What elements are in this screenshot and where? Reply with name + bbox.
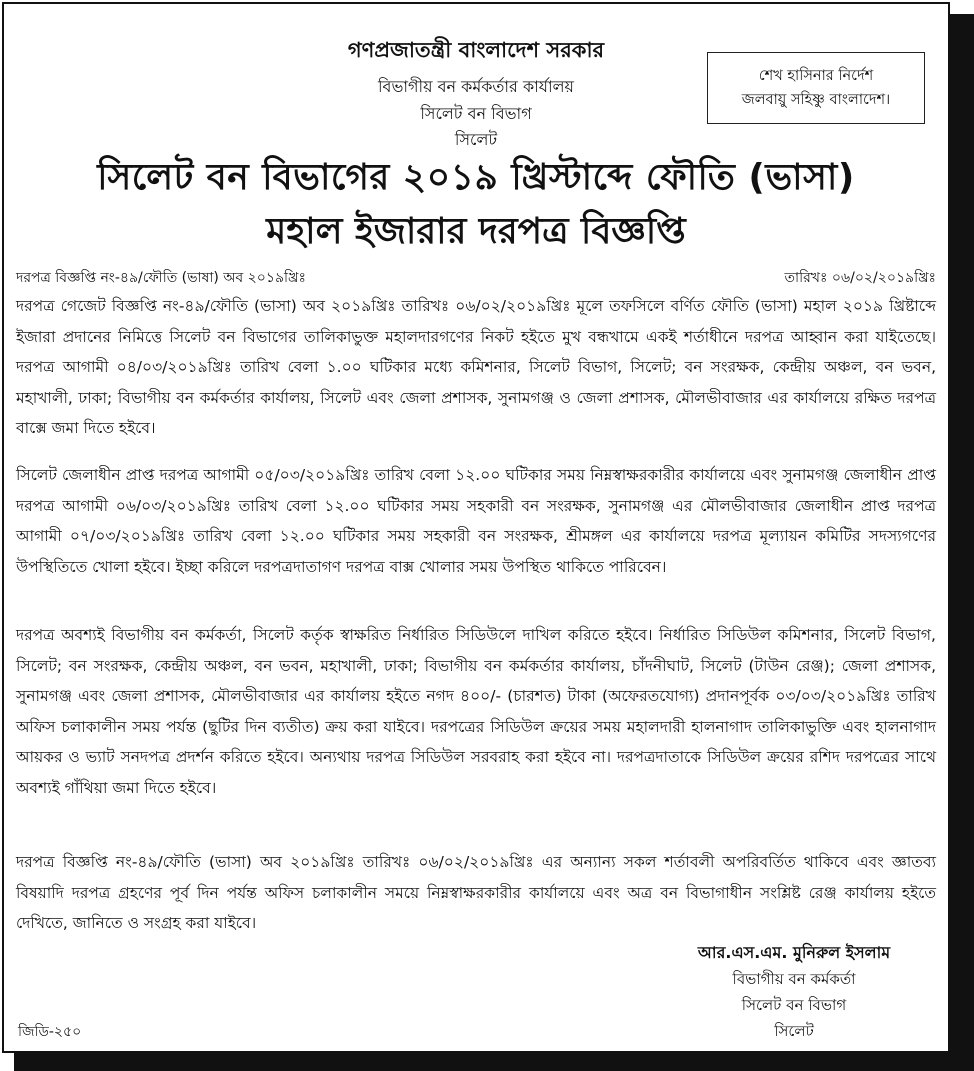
notice-number: দরপত্র বিজ্ঞপ্তি নং-৪৯/ফৌতি (ভাষা) অব ২০১৯খ্রিঃ bbox=[16, 270, 306, 286]
government-heading: গণপ্রজাতন্ত্রী বাংলাদেশ সরকার bbox=[347, 38, 605, 62]
paragraph-opening: সিলেট জেলাধীন প্রাপ্ত দরপত্র আগামী ০৫/০৩/২০১৯খ্রিঃ তারিখ বেলা ১২.০০ ঘটিকার সময় নিম্নস্বাক্ষরকারীর কার্যালয়ে এবং সুনামগঞ্জ জেলাধীন প্রাপ্ত দরপত্র আগামী ০৬/০৩/২০১৯খ্রিঃ তারিখ বেলা ১২.০০ ঘটিকার সময় সহকারী বন সংরক্ষক, সুনামগঞ্জ এর মৌলভীবাজার জেলাধীন প্রাপ্ত দরপত্র আগামী ০৭/০৩/২০১৯খ্রিঃ তারিখ বেলা ১২.০০ ঘটিকার সময় সহকারী বন সংরক্ষক, শ্রীমঙ্গল এর কার্যালয়ে দরপত্র মূল্যায়ন কমিটির সদস্যগণের উপস্থিতিতে খোলা হইবে। ইচ্ছা করিলে দরপত্রদাতাগণ দরপত্র বাক্স খোলার সময় উপস্থিত থাকিতে পারিবেন। bbox=[16, 466, 936, 576]
frame-shadow-right bbox=[948, 14, 974, 1071]
gd-number: জিডি-২৫০ bbox=[18, 1024, 82, 1040]
notice-date: তারিখঃ ০৬/০২/২০১৯খ্রিঃ bbox=[784, 270, 936, 286]
slogan-line-2: জলবায়ু সহিষ্ণু বাংলাদেশ। bbox=[741, 92, 891, 108]
paragraph-schedule: দরপত্র অবশ্যই বিভাগীয় বন কর্মকর্তা, সিলেট কর্তৃক স্বাক্ষরিত নির্ধারিত সিডিউলে দাখিল করিতে হইবে। নির্ধারিত সিডিউল কমিশনার, সিলেট বিভাগ, সিলেট; বন সংরক্ষক, কেন্দ্রীয় অঞ্চল, বন ভবন, মহাখালী, ঢাকা; বিভাগীয় বন কর্মকর্তার কার্যালয়, চাঁদনীঘাট, সিলেট (টাউন রেঞ্জ); জেলা প্রশাসক, সুনামগঞ্জ এবং জেলা প্রশাসক, মৌলভীবাজার এর কার্যালয় হইতে নগদ ৪০০/- (চারশত) টাকা (অফেরতযোগ্য) প্রদানপূর্বক ০৩/০৩/২০১৯খ্রিঃ তারিখ অফিস চলাকালীন সময় পর্যন্ত (ছুটির দিন ব্যতীত) ক্রয় করা যাইবে। দরপত্রের সিডিউল ক্রয়ের সময় মহালদারী হালনাগাদ তালিকাভুক্তি এবং হালনাগাদ আয়কর ও ভ্যাট সনদপত্র প্রদর্শন করিতে হইবে। অন্যথায় দরপত্র সিডিউল সরবরাহ করা হইবে না। দরপত্রদাতাকে সিডিউল ক্রয়ের রশিদ দরপত্রের সাথে অবশ্যই গাঁথিয়া জমা দিতে হইবে। bbox=[16, 626, 936, 797]
division-name: সিলেট বন বিভাগ bbox=[420, 104, 532, 123]
notice-title-line-1: সিলেট বন বিভাগের ২০১৯ খ্রিস্টাব্দে ফৌতি (ভাসা) bbox=[97, 157, 855, 198]
city-name: সিলেট bbox=[454, 130, 498, 149]
signatory-name: আর.এস.এম. মুনিরুল ইসলাম bbox=[697, 943, 891, 962]
signatory-city: সিলেট bbox=[774, 1022, 814, 1040]
slogan-line-1: শেখ হাসিনার নির্দেশ bbox=[758, 68, 874, 84]
slogan-box bbox=[707, 52, 925, 124]
office-name: বিভাগীয় বন কর্মকর্তার কার্যালয় bbox=[377, 77, 574, 96]
notice-title-line-2: মহাল ইজারার দরপত্র বিজ্ঞপ্তি bbox=[266, 211, 686, 252]
signatory-designation: বিভাগীয় বন কর্মকর্তা bbox=[732, 970, 856, 988]
paragraph-conditions: দরপত্র বিজ্ঞপ্তি নং-৪৯/ফৌতি (ভাসা) অব ২০১৯খ্রিঃ তারিখঃ ০৬/০২/২০১৯খ্রিঃ এর অন্যান্য সকল শর্তাবলী অপরিবর্তিত থাকিবে এবং জ্ঞাতব্য বিষয়াদি দরপত্র গ্রহণের পূর্ব দিন পর্যন্ত অফিস চলাকালীন সময়ে নিম্নস্বাক্ষরকারীর কার্যালয়ে এবং অত্র বন বিভাগাধীন সংশ্লিষ্ট রেঞ্জ কার্যালয় হইতে দেখিতে, জানিতে ও সংগ্রহ করা যাইবে। bbox=[16, 853, 936, 932]
notice-frame bbox=[2, 2, 950, 1053]
paragraph-submission: দরপত্র গেজেট বিজ্ঞপ্তি নং-৪৯/ফৌতি (ভাসা) অব ২০১৯খ্রিঃ তারিখঃ ০৬/০২/২০১৯খ্রিঃ মূলে তফসিলে বর্ণিত ফৌতি (ভাসা) মহাল ২০১৯ খ্রিষ্টাব্দে ইজারা প্রদানের নিমিত্তে সিলেট বন বিভাগের তালিকাভুক্ত মহালদারগণের নিকট হইতে মুখ বন্ধখামে একই শর্তাধীনে দরপত্র আহ্বান করা যাইতেছে। দরপত্র আগামী ০৪/০৩/২০১৯খ্রিঃ তারিখ বেলা ১.০০ ঘটিকার মধ্যে কমিশনার, সিলেট বিভাগ, সিলেট; বন সংরক্ষক, কেন্দ্রীয় অঞ্চল, বন ভবন, মহাখালী, ঢাকা; বিভাগীয় বন কর্মকর্তার কার্যালয়, সিলেট এবং জেলা প্রশাসক, সুনামগঞ্জ ও জেলা প্রশাসক, মৌলভীবাজার এর কার্যালয়ে রক্ষিত দরপত্র বাক্সে জমা দিতে হইবে। bbox=[16, 297, 936, 437]
frame-shadow-bottom bbox=[14, 1051, 974, 1071]
signatory-division: সিলেট বন বিভাগ bbox=[741, 996, 847, 1014]
